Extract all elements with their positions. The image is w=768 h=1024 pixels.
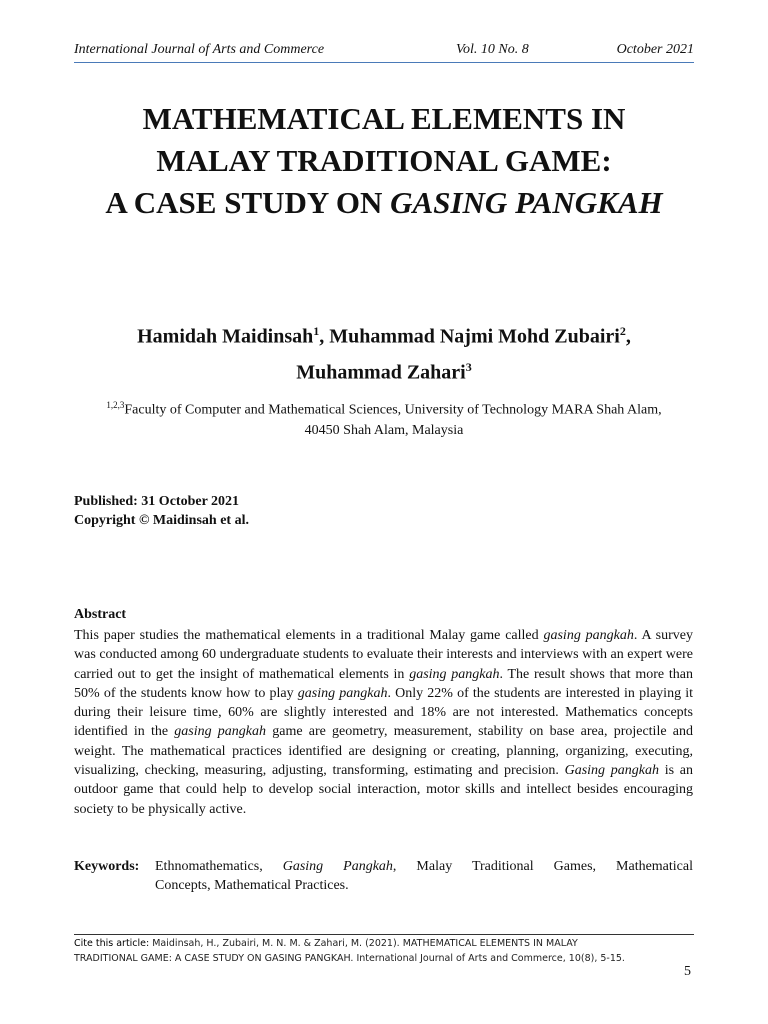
affiliation-line-2: 40450 Shah Alam, Malaysia bbox=[304, 422, 464, 438]
author-1-affil: 1 bbox=[313, 324, 320, 338]
author-3: Muhammad Zahari bbox=[296, 361, 466, 384]
abstract-italic-term: Gasing pangkah bbox=[564, 763, 659, 779]
affiliation-line-1: Faculty of Computer and Mathematical Sciences, University of Technology MARA Shah Alam, bbox=[124, 402, 662, 418]
keywords-line-1 bbox=[155, 857, 693, 876]
publication-info bbox=[74, 492, 694, 530]
keyword-italic: Gasing Pangkah bbox=[282, 859, 393, 874]
abstract-text: . The result shows that more than 50% of the students know how to play bbox=[74, 666, 693, 701]
title-line-3-prefix: A CASE STUDY ON bbox=[105, 185, 391, 220]
journal-name: International Journal of Arts and Commerce bbox=[74, 42, 325, 57]
abstract-italic-term: gasing pangkah bbox=[543, 628, 634, 643]
citation-text-1: Maidinsah, H., Zubairi, M. N. M. & Zahari, M. (2021). MATHEMATICAL ELEMENTS IN MALAY bbox=[149, 938, 578, 949]
abstract-italic-term: gasing pangkah bbox=[409, 666, 500, 682]
affiliation-marker: 1,2,3 bbox=[106, 400, 125, 410]
abstract-text: game are geometry, measurement, stability on base area, projectile and weight. The mathematical practices identified are designing or creating, planning, organizing, executing, visualizing, checking, measuring, adjusting, transforming, estimating and precision. bbox=[74, 724, 693, 779]
affiliation bbox=[74, 395, 694, 441]
issue-date: October 2021 bbox=[616, 42, 694, 57]
page-number: 5 bbox=[684, 964, 691, 979]
keywords-label: Keywords: bbox=[74, 859, 140, 874]
keyword-text: , Malay Traditional Games, Mathematical bbox=[392, 859, 693, 874]
footnote-divider bbox=[74, 934, 694, 935]
title-line-3 bbox=[40, 182, 728, 224]
author-list: Hamidah Maidinsah$^1$, Muhammad Najmi Mohd Zubairi$^2$, Muhammad Zahari$^3$ bbox=[137, 324, 631, 384]
author-2-affil: 2 bbox=[619, 324, 626, 338]
copyright: Copyright © Maidinsah et al. bbox=[74, 513, 249, 528]
citation-text-2: TRADITIONAL GAME: A CASE STUDY ON GASING PANGKAH. International Journal of Arts and Commerce, 10(8), 5-15. bbox=[74, 953, 625, 964]
citation-footnote bbox=[74, 936, 694, 966]
abstract-text: is an outdoor game that could help to develop social interaction, motor skills and intellect besides encouraging society to be physically active. bbox=[74, 763, 693, 817]
title-line-2: MALAY TRADITIONAL GAME: bbox=[156, 143, 612, 178]
paper-title bbox=[40, 98, 728, 224]
keywords-list bbox=[155, 857, 693, 895]
abstract-text: . A survey was conducted among 60 undergraduate students to evaluate their interests and interviews with an expert were carried out to get the insight of mathematical elements in bbox=[74, 628, 693, 682]
abstract-text: This paper studies the mathematical elements in a traditional Malay game called bbox=[74, 628, 544, 643]
abstract-italic-term: gasing pangkah bbox=[297, 685, 388, 701]
title-line-3-italic: GASING PANGKAH bbox=[390, 185, 663, 220]
keyword-text: Ethnomathematics, bbox=[155, 859, 283, 874]
abstract-body bbox=[74, 626, 693, 819]
citation-label: Cite this article: bbox=[74, 938, 150, 949]
published-date: Published: 31 October 2021 bbox=[74, 494, 240, 509]
keywords-line-2: Concepts, Mathematical Practices. bbox=[155, 878, 349, 893]
author-3-affil: 3 bbox=[465, 359, 472, 374]
running-header bbox=[74, 42, 694, 63]
author-1: Hamidah Maidinsah bbox=[137, 325, 314, 348]
author-2: Muhammad Najmi Mohd Zubairi bbox=[329, 325, 620, 348]
journal-volume: Vol. 10 No. 8 bbox=[456, 42, 529, 57]
abstract-text: . Only 22% of the students are interested in playing it during their leisure time, 60% are slightly interested and 18% are not interested. Mathematics concepts identified in the bbox=[74, 685, 694, 740]
abstract-heading: Abstract bbox=[74, 607, 127, 622]
title-line-1: MATHEMATICAL ELEMENTS IN bbox=[142, 101, 626, 136]
abstract-italic-term: gasing pangkah bbox=[174, 724, 267, 740]
